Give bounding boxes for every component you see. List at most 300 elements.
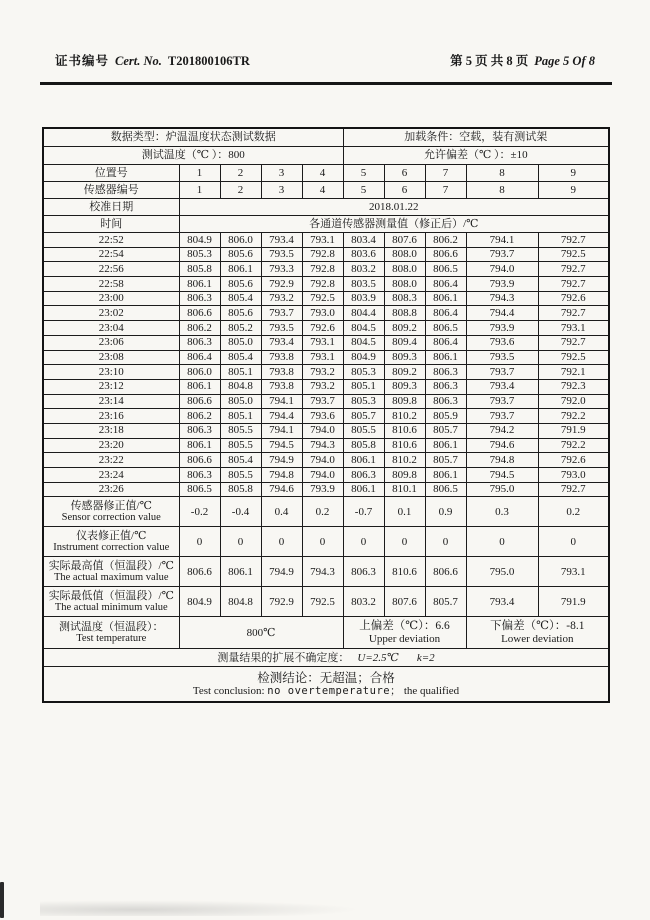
measurement-cell: 793.7	[466, 409, 538, 424]
measurement-cell: 806.5	[425, 482, 466, 497]
time-cell: 23:20	[43, 438, 179, 453]
reading-row	[43, 350, 609, 365]
measurement-cell: 792.2	[538, 409, 609, 424]
calibration-date-row	[43, 199, 609, 216]
measurement-cell: 805.8	[343, 438, 384, 453]
sensor-number-row	[43, 182, 609, 199]
measurement-cell: 806.6	[425, 247, 466, 262]
value-cell: 804.8	[220, 587, 261, 617]
allowed-deviation-cell: 允许偏差（℃ ）：±10	[343, 147, 609, 165]
measurement-cell: 803.4	[343, 233, 384, 248]
certificate-number	[55, 51, 250, 69]
page-info-zh: 第 5 页 共 8 页	[450, 54, 529, 68]
label-zh: 传感器修正值/℃	[70, 499, 152, 512]
value-cell: 0	[384, 527, 425, 557]
page-number-info	[450, 51, 595, 69]
value-cell: 4	[302, 165, 343, 182]
reading-row	[43, 468, 609, 483]
measurement-cell: 792.5	[302, 291, 343, 306]
measurement-cell: 808.3	[384, 291, 425, 306]
measurement-cell: 810.2	[384, 409, 425, 424]
measurement-cell: 805.7	[425, 423, 466, 438]
time-header-row	[43, 216, 609, 233]
measurement-cell: 793.0	[302, 306, 343, 321]
measurement-cell: 794.8	[261, 468, 302, 483]
measurement-cell: 806.4	[179, 350, 220, 365]
measurement-cell: 793.3	[261, 262, 302, 277]
time-cell: 23:08	[43, 350, 179, 365]
value-cell: 0.3	[466, 497, 538, 527]
time-cell: 23:16	[43, 409, 179, 424]
measurement-cell: 794.4	[261, 409, 302, 424]
measurement-cell: 794.6	[466, 438, 538, 453]
measurement-cell: 794.1	[261, 423, 302, 438]
value-cell: 806.6	[179, 557, 220, 587]
measurement-cell: 793.0	[538, 468, 609, 483]
measurement-cell: 805.3	[179, 247, 220, 262]
measurement-cell: 793.7	[466, 365, 538, 380]
measurement-cell: 806.1	[425, 350, 466, 365]
measurement-cell: 806.6	[179, 306, 220, 321]
lower-deviation-zh: 下偏差（℃）：-8.1	[490, 619, 585, 632]
conclusion-cell	[43, 667, 609, 703]
measurement-cell: 806.0	[220, 233, 261, 248]
lower-deviation-cell	[466, 617, 609, 649]
value-cell: 792.5	[302, 587, 343, 617]
actual-minimum-row	[43, 587, 609, 617]
measurement-cell: 806.2	[425, 233, 466, 248]
measurement-cell: 806.6	[179, 453, 220, 468]
measurement-cell: 794.0	[302, 453, 343, 468]
value-cell: 0	[302, 527, 343, 557]
value-cell: 0	[261, 527, 302, 557]
value-cell: 791.9	[538, 587, 609, 617]
time-label: 时间	[43, 216, 179, 233]
sensor-correction-row	[43, 497, 609, 527]
measurement-cell: 805.5	[343, 423, 384, 438]
measurement-cell: 806.3	[425, 379, 466, 394]
scan-smudge-artifact	[40, 900, 360, 916]
measurement-cell: 792.7	[538, 262, 609, 277]
measurement-cell: 794.1	[466, 233, 538, 248]
measurement-cell: 793.4	[261, 335, 302, 350]
measurement-cell: 805.8	[179, 262, 220, 277]
measurement-cell: 794.1	[261, 394, 302, 409]
page-info-en: Page 5 Of 8	[534, 54, 595, 68]
measurement-cell: 794.0	[466, 262, 538, 277]
measurement-cell: 806.2	[179, 321, 220, 336]
measurement-cell: 806.6	[179, 394, 220, 409]
readings-body	[43, 233, 609, 497]
measurement-cell: 792.9	[261, 277, 302, 292]
time-cell: 23:26	[43, 482, 179, 497]
measurement-cell: 794.5	[466, 468, 538, 483]
measurement-cell: 792.6	[302, 321, 343, 336]
reading-row	[43, 291, 609, 306]
sensor-correction-label	[43, 497, 179, 527]
value-cell: 0	[425, 527, 466, 557]
value-cell: 6	[384, 182, 425, 199]
scan-edge-artifact	[0, 882, 4, 918]
measurement-cell: 806.5	[179, 482, 220, 497]
measurement-cell: 805.0	[220, 335, 261, 350]
value-cell: 0.2	[302, 497, 343, 527]
test-temperature-cell: 测试温度（℃ ）：800	[43, 147, 343, 165]
value-cell: 5	[343, 182, 384, 199]
cert-number-value: T201800106TR	[167, 54, 250, 68]
time-cell: 23:10	[43, 365, 179, 380]
value-cell: -0.2	[179, 497, 220, 527]
conclusion-en-mono: no overtemperature；	[267, 685, 402, 698]
value-cell: 0.4	[261, 497, 302, 527]
time-cell: 22:56	[43, 262, 179, 277]
label-en: Sensor correction value	[61, 512, 161, 524]
value-cell: 7	[425, 165, 466, 182]
measurement-cell: 792.7	[538, 335, 609, 350]
label-en: The actual minimum value	[54, 602, 168, 614]
test-temp-value: 800℃	[179, 617, 343, 649]
reading-row	[43, 379, 609, 394]
value-cell: 0	[220, 527, 261, 557]
test-temperature-row	[43, 147, 609, 165]
reading-row	[43, 247, 609, 262]
measurement-cell: 805.3	[343, 365, 384, 380]
upper-deviation-zh: 上偏差（℃）：6.6	[359, 619, 450, 632]
upper-deviation-en: Upper deviation	[368, 633, 441, 646]
measurement-cell: 793.2	[261, 291, 302, 306]
measurement-cell: 805.2	[220, 321, 261, 336]
measurement-cell: 806.1	[425, 438, 466, 453]
value-cell: 792.9	[261, 587, 302, 617]
measurement-cell: 792.3	[538, 379, 609, 394]
measurement-cell: 792.7	[538, 233, 609, 248]
measurement-cell: 792.7	[538, 277, 609, 292]
time-cell: 23:04	[43, 321, 179, 336]
measurement-cell: 809.3	[384, 379, 425, 394]
measurement-cell: 809.2	[384, 321, 425, 336]
measurement-cell: 808.8	[384, 306, 425, 321]
value-cell: 805.7	[425, 587, 466, 617]
measurement-cell: 794.8	[466, 453, 538, 468]
cert-label-zh: 证书编号	[55, 54, 110, 68]
conclusion-zh: 检测结论：无超温；合格	[257, 670, 395, 685]
value-cell: 0	[179, 527, 220, 557]
value-cell: 807.6	[384, 587, 425, 617]
measurement-cell: 805.4	[220, 350, 261, 365]
measurement-cell: 805.4	[220, 453, 261, 468]
measurement-cell: 808.0	[384, 277, 425, 292]
value-cell: 3	[261, 165, 302, 182]
time-cell: 23:02	[43, 306, 179, 321]
reading-row	[43, 423, 609, 438]
deviation-summary-row	[43, 617, 609, 649]
measurement-cell: 794.5	[261, 438, 302, 453]
upper-deviation-cell	[343, 617, 466, 649]
calibration-date-label: 校准日期	[43, 199, 179, 216]
test-temp-label	[43, 617, 179, 649]
measurement-cell: 792.8	[302, 277, 343, 292]
measurement-cell: 804.8	[220, 379, 261, 394]
measurement-cell: 792.5	[538, 247, 609, 262]
measurement-cell: 806.1	[179, 277, 220, 292]
measurement-cell: 792.8	[302, 247, 343, 262]
measurement-cell: 805.1	[220, 409, 261, 424]
time-cell: 22:52	[43, 233, 179, 248]
value-cell: 793.4	[466, 587, 538, 617]
label-en: Instrument correction value	[53, 542, 170, 554]
measurement-cell: 804.5	[343, 335, 384, 350]
measurement-cell: 806.1	[425, 291, 466, 306]
measurement-cell: 792.7	[538, 306, 609, 321]
measurement-cell: 793.9	[466, 321, 538, 336]
value-cell: 793.1	[538, 557, 609, 587]
value-cell: 1	[179, 165, 220, 182]
lower-deviation-en: Lower deviation	[501, 633, 574, 646]
value-cell: 795.0	[466, 557, 538, 587]
measurement-cell: 792.6	[538, 291, 609, 306]
conclusion-en-suffix: the qualified	[403, 685, 460, 698]
measurement-cell: 794.3	[302, 438, 343, 453]
conclusion-row	[43, 667, 609, 703]
calibration-date-value: 2018.01.22	[179, 199, 609, 216]
measurement-cell: 805.5	[220, 423, 261, 438]
measurement-cell: 804.4	[343, 306, 384, 321]
label-zh: 仪表修正值/℃	[76, 529, 147, 542]
time-cell: 23:18	[43, 423, 179, 438]
uncertainty-label: 测量结果的扩展不确定度：	[217, 651, 350, 664]
value-cell: 0.1	[384, 497, 425, 527]
measurement-cell: 793.9	[302, 482, 343, 497]
time-cell: 23:22	[43, 453, 179, 468]
measurement-cell: 806.3	[425, 394, 466, 409]
measurement-cell: 793.7	[466, 394, 538, 409]
label-zh: 实际最低值（恒温段）/℃	[48, 589, 174, 602]
measurement-cell: 793.4	[466, 379, 538, 394]
value-cell: 7	[425, 182, 466, 199]
measurement-cell: 806.3	[179, 468, 220, 483]
measurement-cell: 793.5	[466, 350, 538, 365]
value-cell: 806.6	[425, 557, 466, 587]
time-cell: 23:00	[43, 291, 179, 306]
measurement-cell: 794.2	[466, 423, 538, 438]
measurement-cell: 792.7	[538, 482, 609, 497]
measurement-cell: 793.1	[302, 335, 343, 350]
value-cell: 2	[220, 165, 261, 182]
actual-minimum-label	[43, 587, 179, 617]
instrument-correction-label	[43, 527, 179, 557]
position-label: 位置号	[43, 165, 179, 182]
measurement-cell: 804.9	[179, 233, 220, 248]
measurement-cell: 806.3	[179, 335, 220, 350]
measurement-cell: 793.8	[261, 350, 302, 365]
measurement-cell: 795.0	[466, 482, 538, 497]
uncertainty-row	[43, 649, 609, 667]
measurement-cell: 806.1	[179, 438, 220, 453]
measurement-cell: 792.2	[538, 438, 609, 453]
measurement-cell: 805.1	[343, 379, 384, 394]
measurement-cell: 793.2	[302, 365, 343, 380]
measurement-cell: 792.5	[538, 350, 609, 365]
measurement-cell: 794.3	[466, 291, 538, 306]
actual-maximum-label	[43, 557, 179, 587]
measurement-cell: 806.4	[425, 335, 466, 350]
measurement-cell: 810.6	[384, 438, 425, 453]
value-cell: -0.4	[220, 497, 261, 527]
measurement-cell: 806.4	[425, 277, 466, 292]
time-cell: 23:12	[43, 379, 179, 394]
value-cell: 6	[384, 165, 425, 182]
measurement-cell: 804.5	[343, 321, 384, 336]
measurement-cell: 803.5	[343, 277, 384, 292]
measurement-cell: 805.6	[220, 247, 261, 262]
measurement-cell: 806.1	[343, 453, 384, 468]
reading-row	[43, 277, 609, 292]
measurement-cell: 805.6	[220, 277, 261, 292]
measurement-cell: 793.1	[302, 350, 343, 365]
measurement-cell: 809.3	[384, 350, 425, 365]
measurement-cell: 793.1	[538, 321, 609, 336]
channels-header: 各通道传感器测量值（修正后）/℃	[179, 216, 609, 233]
measurement-cell: 793.6	[302, 409, 343, 424]
position-row	[43, 165, 609, 182]
value-cell: 0	[538, 527, 609, 557]
value-cell: 0.9	[425, 497, 466, 527]
instrument-correction-row	[43, 527, 609, 557]
measurement-cell: 806.5	[425, 262, 466, 277]
measurement-cell: 809.4	[384, 335, 425, 350]
measurement-cell: 806.3	[179, 291, 220, 306]
reading-row	[43, 262, 609, 277]
uncertainty-k-value: k=2	[416, 651, 435, 664]
measurement-cell: 805.9	[425, 409, 466, 424]
measurement-cell: 806.1	[179, 379, 220, 394]
measurement-cell: 792.0	[538, 394, 609, 409]
measurement-cell: 806.3	[343, 468, 384, 483]
measurement-cell: 808.0	[384, 247, 425, 262]
value-cell: 3	[261, 182, 302, 199]
value-cell: 0	[343, 527, 384, 557]
measurement-cell: 805.3	[343, 394, 384, 409]
measurement-cell: 806.2	[179, 409, 220, 424]
reading-row	[43, 335, 609, 350]
data-type-row	[43, 128, 609, 147]
measurement-cell: 803.2	[343, 262, 384, 277]
measurement-cell: 806.3	[179, 423, 220, 438]
value-cell: -0.7	[343, 497, 384, 527]
label-en: Test temperature	[76, 633, 147, 645]
time-cell: 22:58	[43, 277, 179, 292]
measurement-cell: 805.5	[220, 468, 261, 483]
measurement-cell: 810.6	[384, 423, 425, 438]
value-cell: 810.6	[384, 557, 425, 587]
value-cell: 794.9	[261, 557, 302, 587]
value-cell: 806.1	[220, 557, 261, 587]
measurement-cell: 806.4	[425, 306, 466, 321]
value-cell: 806.3	[343, 557, 384, 587]
label-en: The actual maximum value	[53, 572, 169, 584]
measurement-cell: 793.9	[466, 277, 538, 292]
measurement-cell: 806.1	[425, 468, 466, 483]
reading-row	[43, 365, 609, 380]
measurement-cell: 804.9	[343, 350, 384, 365]
reading-row	[43, 438, 609, 453]
measurement-cell: 809.8	[384, 394, 425, 409]
value-cell: 9	[538, 165, 609, 182]
value-cell: 1	[179, 182, 220, 199]
measurement-cell: 793.5	[261, 247, 302, 262]
measurement-cell: 805.6	[220, 306, 261, 321]
measurement-cell: 792.6	[538, 453, 609, 468]
measurement-cell: 806.5	[425, 321, 466, 336]
label-zh: 实际最高值（恒温段）/℃	[48, 559, 174, 572]
measurement-cell: 805.0	[220, 394, 261, 409]
measurement-cell: 805.4	[220, 291, 261, 306]
header-rule	[40, 82, 612, 85]
measurement-cell: 792.8	[302, 262, 343, 277]
measurement-cell: 806.1	[343, 482, 384, 497]
measurement-cell: 803.6	[343, 247, 384, 262]
load-condition-cell: 加载条件：空载，装有测试架	[343, 128, 609, 147]
measurement-cell: 793.8	[261, 365, 302, 380]
measurement-cell: 791.9	[538, 423, 609, 438]
reading-row	[43, 409, 609, 424]
value-cell: 803.2	[343, 587, 384, 617]
measurement-cell: 809.2	[384, 365, 425, 380]
measurement-cell: 794.4	[466, 306, 538, 321]
sensor-label: 传感器编号	[43, 182, 179, 199]
reading-row	[43, 482, 609, 497]
uncertainty-cell	[43, 649, 609, 667]
reading-row	[43, 453, 609, 468]
reading-row	[43, 321, 609, 336]
measurement-cell: 793.2	[302, 379, 343, 394]
conclusion-en-prefix: Test conclusion:	[192, 685, 265, 698]
measurement-cell: 805.7	[343, 409, 384, 424]
page-header	[55, 51, 595, 69]
value-cell: 0	[466, 527, 538, 557]
furnace-temperature-test-table	[42, 127, 610, 703]
time-cell: 23:24	[43, 468, 179, 483]
reading-row	[43, 394, 609, 409]
measurement-cell: 810.1	[384, 482, 425, 497]
measurement-cell: 793.7	[466, 247, 538, 262]
value-cell: 2	[220, 182, 261, 199]
measurement-cell: 810.2	[384, 453, 425, 468]
measurement-cell: 793.7	[302, 394, 343, 409]
label-zh: 测试温度（恒温段）：	[59, 620, 164, 633]
measurement-cell: 793.4	[261, 233, 302, 248]
time-cell: 22:54	[43, 247, 179, 262]
value-cell: 8	[466, 182, 538, 199]
measurement-cell: 805.7	[425, 453, 466, 468]
value-cell: 0.2	[538, 497, 609, 527]
measurement-cell: 807.6	[384, 233, 425, 248]
measurement-cell: 805.5	[220, 438, 261, 453]
measurement-cell: 806.1	[220, 262, 261, 277]
measurement-cell: 793.5	[261, 321, 302, 336]
time-cell: 23:06	[43, 335, 179, 350]
reading-row	[43, 306, 609, 321]
measurement-cell: 805.8	[220, 482, 261, 497]
measurement-cell: 809.8	[384, 468, 425, 483]
uncertainty-u-value: U=2.5℃	[357, 651, 399, 664]
measurement-cell: 793.6	[466, 335, 538, 350]
time-cell: 23:14	[43, 394, 179, 409]
value-cell: 804.9	[179, 587, 220, 617]
value-cell: 9	[538, 182, 609, 199]
measurement-cell: 794.0	[302, 468, 343, 483]
value-cell: 8	[466, 165, 538, 182]
